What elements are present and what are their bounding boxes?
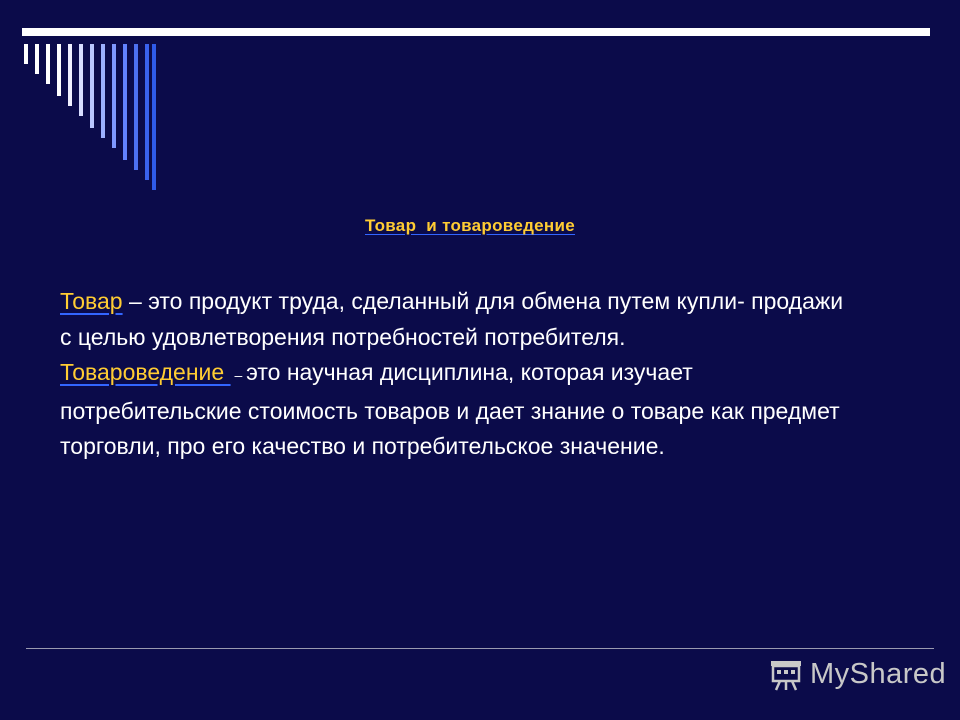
term-tovarovedenie: Товароведение (60, 359, 231, 385)
bottom-rule (26, 648, 934, 649)
slide-body (60, 284, 850, 465)
definition-paragraph-1 (60, 284, 850, 355)
decor-bar (123, 44, 127, 160)
decor-bar (68, 44, 72, 106)
decor-bar (90, 44, 94, 128)
decor-bar (57, 44, 61, 96)
term-tovar: Товар (60, 288, 123, 314)
definition-paragraph-2 (60, 355, 850, 465)
definition-text-1: – это продукт труда, сделанный для обмена путем купли- продажи с целью удовлетворения потребностей потребителя. (60, 288, 844, 350)
slide-title: Товар и товароведение (364, 216, 576, 235)
decor-bar (79, 44, 83, 116)
presentation-icon (768, 656, 804, 692)
myshared-logo (768, 652, 948, 696)
decor-bar (134, 44, 138, 170)
definition-text-2: это научная дисциплина, которая изучает потребительские стоимость товаров и дает знание о товаре как предмет торговли, про его качество и потребительское значение. (60, 359, 840, 459)
decor-bar (112, 44, 116, 148)
logo-text: MyShared (810, 657, 947, 690)
decor-bar (24, 44, 28, 64)
decor-bar (35, 44, 39, 74)
decorative-bars (0, 0, 200, 200)
decor-bar (46, 44, 50, 84)
decor-bar (145, 44, 149, 180)
decor-bar (101, 44, 105, 138)
decor-bar (152, 44, 156, 190)
definition-dash: – (230, 367, 247, 383)
